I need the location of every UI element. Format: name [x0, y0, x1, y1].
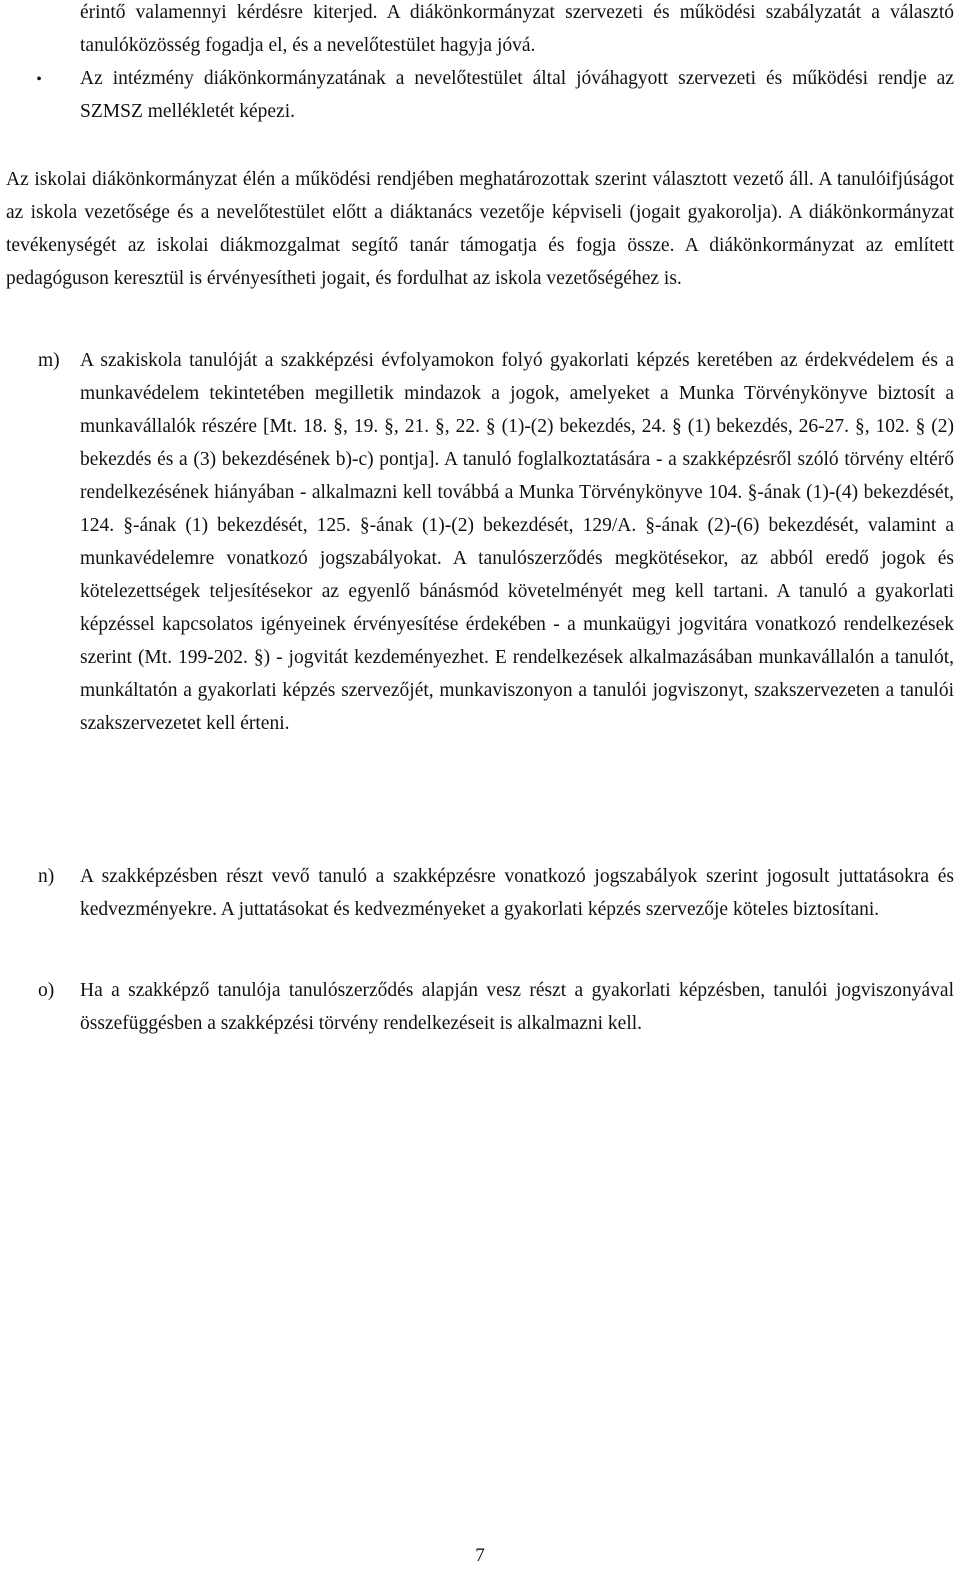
list-item-label: o): [38, 980, 55, 1001]
list-item-text: A szakiskola tanulóját a szakképzési évfolyamokon folyó gyakorlati képzés keretében az érdekvédelem és a munkavédelem tekintetében megilletik mindazok a jogok, amelyeket a Munka Törvénykönyve biztosít a munkavállalók részére [Mt. 18. §, 19. §, 21. §, 22. § (1)-(2) bekezdés, 24. § (1) bekezdés, 26-27. §, 102. § (2) bekezdés és a (3) bekezdésének b)-c) pontja]. A tanuló foglalkoztatására - a szakképzésről szóló törvény eltérő rendelkezésének hiányában - alkalmazni kell továbbá a Munka Törvénykönyve 104. §-ának (1)-(4) bekezdését, 124. §-ának (1) bekezdését, 125. §-ának (1)-(2) bekezdését, 129/A. §-ának (2)-(6) bekezdését, valamint a munkavédelemre vonatkozó jogszabályokat. A tanulószerződés megkötésekor, az abból eredő jogok és kötelezettségek teljesítésekor az egyenlő bánásmód követelményét meg kell tartani. A tanuló a gyakorlati képzéssel kapcsolatos igényeinek érvényesítése érdekében - a munkaügyi jogvitára vonatkozó rendelkezések szerint (Mt. 199-202. §) - jogvitát kezdeményezhet. E rendelkezések alkalmazásában munkavállalón a tanulót, munkáltatón a gyakorlati képzés szervezőjét, munkaviszonyon a tanulói jogviszonyt, szakszervezeten a tanulói szakszervezetet kell érteni.: [80, 350, 954, 734]
body-paragraph: Az iskolai diákönkormányzat élén a működési rendjében meghatározottak szerint választott vezető áll. A tanulóifjúságot az iskola vezetősége és a nevelőtestület előtt a diáktanács vezetője képviseli (jogait gyakorolja). A diákönkormányzat tevékenységét az iskolai diákmozgalmat segítő tanár támogatja és fogja össze. A diákönkormányzat az említett pedagóguson keresztül is érvényesítheti jogait, és fordulhat az iskola vezetőségéhez is.: [6, 169, 954, 289]
bullet-icon: •: [36, 71, 42, 88]
continuation-paragraph: érintő valamennyi kérdésre kiterjed. A diákönkormányzat szervezeti és működési szabályzatát a választó tanulóközösség fogadja el, és a nevelőtestület hagyja jóvá.: [80, 2, 954, 56]
page-number: 7: [475, 1545, 485, 1566]
list-item-label: n): [38, 866, 55, 887]
list-item-text: Ha a szakképző tanulója tanulószerződés alapján vesz részt a gyakorlati képzésben, tanulói jogviszonyával összefüggésben a szakképzési törvény rendelkezéseit is alkalmazni kell.: [80, 980, 954, 1034]
list-item-text: A szakképzésben részt vevő tanuló a szakképzésre vonatkozó jogszabályok szerint jogosult juttatásokra és kedvezményekre. A juttatásokat és kedvezményeket a gyakorlati képzés szervezője köteles biztosítani.: [80, 866, 954, 920]
list-item-label: m): [38, 350, 60, 371]
bullet-paragraph: Az intézmény diákönkormányzatának a nevelőtestület által jóváhagyott szervezeti és működési rendje az SZMSZ mellékletét képezi.: [80, 68, 954, 122]
